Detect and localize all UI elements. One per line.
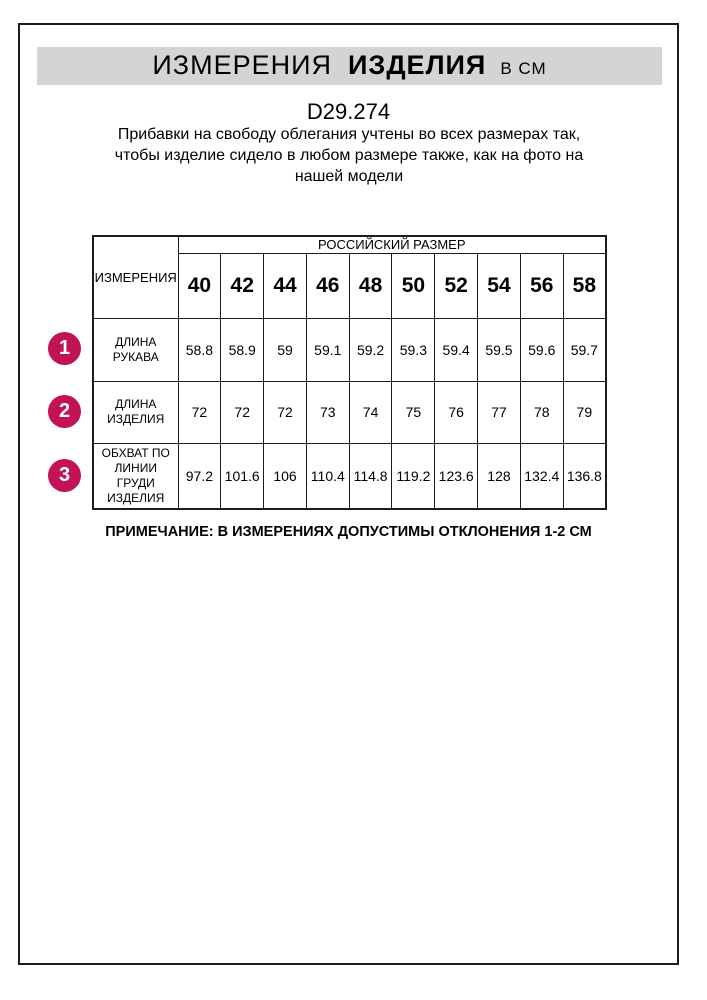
cell: 59 <box>264 318 307 381</box>
table-header-row <box>93 236 606 253</box>
cell: 59.4 <box>435 318 478 381</box>
size-header-52: 52 <box>435 253 478 318</box>
row-marker-2: 2 <box>48 395 81 428</box>
cell: 79 <box>563 381 606 443</box>
row-marker-1: 1 <box>48 332 81 365</box>
row-label-chest-girth: ОБХВАТ ПО ЛИНИИ ГРУДИ ИЗДЕЛИЯ <box>93 443 178 509</box>
cell: 128 <box>478 443 521 509</box>
cell: 75 <box>392 381 435 443</box>
cell: 72 <box>221 381 264 443</box>
cell: 76 <box>435 381 478 443</box>
cell: 59.1 <box>306 318 349 381</box>
cell: 73 <box>306 381 349 443</box>
size-header-44: 44 <box>264 253 307 318</box>
cell: 74 <box>349 381 392 443</box>
cell: 78 <box>520 381 563 443</box>
table-row-garment-length <box>93 381 606 443</box>
cell: 58.9 <box>221 318 264 381</box>
size-header-46: 46 <box>306 253 349 318</box>
row-label-garment-length: ДЛИНА ИЗДЕЛИЯ <box>93 381 178 443</box>
cell: 97.2 <box>178 443 221 509</box>
size-group-header: РОССИЙСКИЙ РАЗМЕР <box>178 236 606 253</box>
cell: 132.4 <box>520 443 563 509</box>
cell: 123.6 <box>435 443 478 509</box>
size-header-56: 56 <box>520 253 563 318</box>
size-table <box>92 235 607 510</box>
table-row-sleeve-length <box>93 318 606 381</box>
cell: 72 <box>178 381 221 443</box>
size-header-48: 48 <box>349 253 392 318</box>
measurements-column-header: ИЗМЕРЕНИЯ <box>93 236 178 318</box>
cell: 59.3 <box>392 318 435 381</box>
product-code: D29.274 <box>306 99 391 124</box>
title-product: ИЗДЕЛИЯ <box>348 50 487 80</box>
fit-description: Прибавки на свободу облегания учтены во всех размерах так, чтобы изделие сидело в любом размере также, как на фото на нашей модели <box>114 126 584 185</box>
size-header-54: 54 <box>478 253 521 318</box>
cell: 59.6 <box>520 318 563 381</box>
cell: 59.7 <box>563 318 606 381</box>
cell: 77 <box>478 381 521 443</box>
cell: 72 <box>264 381 307 443</box>
title-measurements: ИЗМЕРЕНИЯ <box>152 50 332 80</box>
cell: 106 <box>264 443 307 509</box>
size-header-58: 58 <box>563 253 606 318</box>
page-frame <box>18 23 679 965</box>
cell: 110.4 <box>306 443 349 509</box>
size-header-40: 40 <box>178 253 221 318</box>
cell: 59.5 <box>478 318 521 381</box>
table-row-chest-girth <box>93 443 606 509</box>
cell: 114.8 <box>349 443 392 509</box>
cell: 101.6 <box>221 443 264 509</box>
cell: 136.8 <box>563 443 606 509</box>
title-bar <box>37 47 662 85</box>
size-header-42: 42 <box>221 253 264 318</box>
cell: 58.8 <box>178 318 221 381</box>
row-marker-3: 3 <box>48 459 81 492</box>
tolerance-note: ПРИМЕЧАНИЕ: В ИЗМЕРЕНИЯХ ДОПУСТИМЫ ОТКЛОНЕНИЯ 1-2 СМ <box>105 524 592 540</box>
cell: 59.2 <box>349 318 392 381</box>
cell: 119.2 <box>392 443 435 509</box>
size-header-50: 50 <box>392 253 435 318</box>
title-units: В СМ <box>500 59 547 78</box>
row-label-sleeve-length: ДЛИНА РУКАВА <box>93 318 178 381</box>
